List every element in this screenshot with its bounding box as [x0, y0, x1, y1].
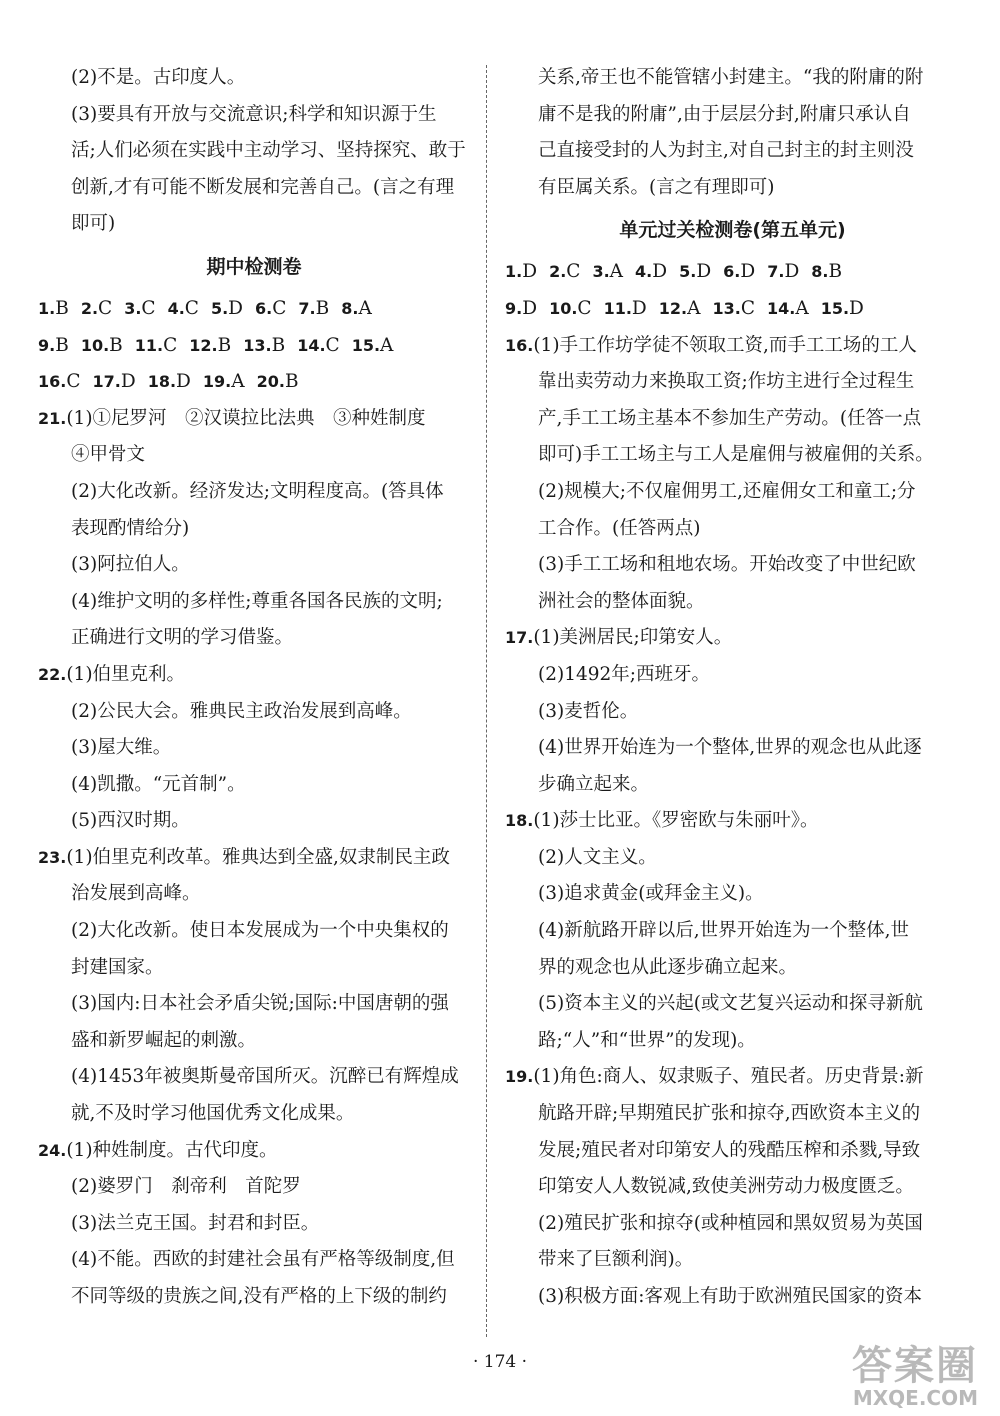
question-first-line: [505, 328, 960, 365]
question-first-line: [505, 620, 960, 657]
question-first-line: [38, 840, 470, 877]
mc-answer: [712, 291, 755, 328]
answer-letter: D: [849, 297, 864, 319]
answer-line: 带来了巨额利润)。: [538, 1249, 694, 1271]
text-line: 活;人们必须在实践中主动学习、坚持探究、敢于: [71, 140, 466, 162]
question-first-line: [505, 1059, 960, 1096]
question-number: 4.: [635, 262, 653, 282]
text-line: 关系,帝王也不能管辖小封建主。“我的附庸的附: [538, 67, 924, 88]
question-number: 23.: [38, 847, 67, 867]
answer-line: 封建国家。: [71, 956, 164, 978]
question-number: 3.: [592, 262, 610, 282]
answer-line: 不同等级的贵族之间,没有严格的上下级的制约: [71, 1286, 447, 1307]
question-number: 12.: [658, 298, 688, 318]
answer-line: (2)婆罗门 刹帝利 首陀罗: [71, 1176, 301, 1198]
question-number: 13.: [712, 298, 741, 318]
answer-line: 即可)手工工场主与工人是雇佣与被雇佣的关系。: [538, 444, 934, 466]
question-number: 17.: [92, 372, 121, 392]
question-number: 6.: [723, 262, 741, 282]
question-number: 14.: [297, 335, 326, 355]
page-number: · 174 ·: [472, 1352, 528, 1372]
mc-answer-row: [38, 328, 470, 365]
question-number: 7.: [767, 262, 785, 282]
text-line: 有臣属关系。(言之有理即可): [538, 176, 775, 198]
answer-line: 航路开辟;早期殖民扩张和掠夺,西欧资本主义的: [538, 1103, 921, 1125]
answer-line: 就,不及时学习他国优秀文化成果。: [71, 1103, 355, 1125]
answer-letter: D: [631, 297, 647, 319]
answer-line: (3)屋大维。: [71, 737, 172, 759]
answer-letter: C: [184, 297, 199, 319]
question-number: 2.: [80, 298, 99, 318]
mc-answer: [505, 254, 537, 291]
answer-letter: B: [217, 334, 232, 356]
mc-answer: [211, 291, 243, 328]
answer-letter: D: [522, 261, 538, 283]
question-number: 1.: [505, 262, 523, 282]
question-number: 10.: [80, 335, 110, 355]
answer-letter: B: [284, 371, 299, 393]
mc-answer: [723, 254, 755, 291]
answer-line: (3)国内:日本社会矛盾尖锐;国际:中国唐朝的强: [71, 993, 449, 1015]
mc-answer: [679, 254, 711, 291]
answer-letter: C: [272, 297, 287, 319]
answer-line: (5)西汉时期。: [71, 810, 190, 832]
answer-text: (1)手工作坊学徒不领取工资,而手工工场的工人: [533, 334, 917, 356]
answer-line: 洲社会的整体面貌。: [538, 590, 705, 612]
answer-line: (4)新航路开辟以后,世界开始连为一个整体,世: [538, 920, 909, 942]
mc-answer: [81, 328, 123, 365]
mc-answer: [38, 328, 69, 365]
mc-answer-row: [38, 291, 470, 328]
question-number: 16.: [38, 372, 67, 392]
text-line: 创新,才有可能不断发展和完善自己。(言之有理: [71, 176, 455, 198]
question-number: 4.: [167, 298, 185, 318]
answer-line: (2)大化改新。使日本发展成为一个中央集权的: [71, 920, 449, 942]
question-number: 1.: [38, 298, 56, 318]
answer-line: (2)大化改新。经济发达;文明程度高。(答具体: [71, 480, 444, 502]
mc-answer-row: [505, 291, 960, 328]
answer-line: 盛和新罗崛起的刺激。: [71, 1029, 257, 1051]
question-number: 7.: [298, 298, 316, 318]
mc-answer: [168, 291, 199, 328]
question-number: 9.: [38, 335, 56, 355]
answer-line: (4)1453年被奥斯曼帝国所灭。沉醉已有辉煌成: [71, 1066, 459, 1088]
left-column: [38, 60, 470, 1316]
question-number: 16.: [505, 335, 534, 355]
answer-letter: B: [828, 261, 843, 283]
question-number: 5.: [679, 262, 697, 282]
question-number: 24.: [38, 1140, 67, 1160]
question-first-line: [38, 401, 470, 438]
answer-letter: C: [566, 261, 581, 283]
mc-answer: [81, 291, 112, 328]
answer-line: (4)维护文明的多样性;尊重各国各民族的文明;: [71, 590, 443, 612]
answer-letter: C: [98, 297, 113, 319]
answer-letter: B: [109, 334, 123, 356]
question-number: 12.: [189, 335, 218, 355]
mc-answer: [243, 328, 285, 365]
section-title: 期中检测卷: [206, 255, 302, 278]
mc-answer: [203, 364, 245, 401]
mc-answer: [135, 328, 178, 365]
answer-text: (1)角色:商人、奴隶贩子、殖民者。历史背景:新: [533, 1066, 924, 1088]
answer-text: (1)伯里克利改革。雅典达到全盛,奴隶制民主政: [66, 846, 450, 868]
answer-line: 印第安人人数锐减,致使美洲劳动力极度匮乏。: [538, 1176, 914, 1198]
question-number: 8.: [341, 298, 359, 318]
answer-letter: A: [687, 297, 701, 319]
answer-letter: D: [522, 297, 538, 319]
question-number: 6.: [255, 298, 273, 318]
answer-line: 表现酌情给分): [71, 517, 190, 539]
answer-line: (4)不能。西欧的封建社会虽有严格等级制度,但: [71, 1249, 455, 1271]
answer-line: (2)规模大;不仅雇佣男工,还雇佣女工和童工;分: [538, 480, 916, 502]
text-line: (3)要具有开放与交流意识;科学和知识源于生: [71, 103, 437, 125]
answer-letter: C: [740, 297, 755, 319]
question-number: 14.: [766, 298, 796, 318]
answer-letter: D: [784, 261, 800, 283]
answer-line: (2)人文主义。: [538, 846, 657, 868]
mc-answer: [505, 291, 537, 328]
mc-answer: [821, 291, 864, 328]
answer-line: (2)1492年;西班牙。: [538, 663, 711, 685]
answer-line: (3)麦哲伦。: [538, 700, 639, 722]
watermark-text: 答案圈: [852, 1343, 978, 1389]
text-line: 庸不是我的附庸”,由于层层分封,附庸只承认自: [538, 103, 911, 125]
question-number: 9.: [505, 298, 523, 318]
answer-letter: A: [609, 261, 624, 283]
answer-letter: D: [652, 261, 668, 283]
answer-line: 产,手工工场主基本不参加生产劳动。(任答一点: [538, 407, 922, 429]
answer-line: 路;“人”和“世界”的发现)。: [538, 1029, 756, 1051]
answer-line: (3)手工工场和租地农场。开始改变了中世纪欧: [538, 554, 916, 576]
answer-letter: B: [55, 334, 69, 356]
question-number: 19.: [202, 372, 232, 392]
question-number: 18.: [147, 372, 177, 392]
answer-letter: D: [176, 371, 191, 393]
answer-letter: D: [120, 371, 136, 393]
section-title: 单元过关检测卷(第五单元): [619, 219, 846, 242]
answer-line: (5)资本主义的兴起(或文艺复兴运动和探寻新航: [538, 993, 923, 1015]
mc-answer: [124, 291, 155, 328]
answer-text: (1)种姓制度。古代印度。: [66, 1139, 278, 1161]
answer-line: 发展;殖民者对印第安人的残酷压榨和杀戮,导致: [538, 1139, 921, 1161]
mc-answer: [767, 254, 799, 291]
answer-letter: C: [163, 334, 178, 356]
answer-letter: C: [141, 297, 156, 319]
answer-letter: D: [228, 297, 244, 319]
answer-line: (2)殖民扩张和掠夺(或种植园和黑奴贸易为英国: [538, 1212, 923, 1234]
question-number: 2.: [549, 262, 567, 282]
answer-line: (3)追求黄金(或拜金主义)。: [538, 883, 764, 905]
mc-answer: [257, 364, 299, 401]
question-first-line: [38, 1133, 470, 1170]
answer-letter: C: [325, 334, 340, 356]
question-number: 20.: [256, 372, 285, 392]
mc-answer: [93, 364, 136, 401]
mc-answer: [148, 364, 191, 401]
answer-line: (4)世界开始连为一个整体,世界的观念也从此逐: [538, 737, 922, 759]
answer-line: (2)公民大会。雅典民主政治发展到高峰。: [71, 700, 412, 722]
mc-answer: [604, 291, 647, 328]
answer-letter: D: [740, 261, 756, 283]
answer-text: (1)①尼罗河 ②汉谟拉比法典 ③种姓制度: [66, 407, 426, 429]
answer-line: (3)积极方面:客观上有助于欧洲殖民国家的资本: [538, 1286, 922, 1307]
answer-text: (1)伯里克利。: [66, 663, 186, 685]
answer-line: 正确进行文明的学习借鉴。: [71, 627, 294, 649]
question-number: 22.: [38, 664, 67, 684]
question-number: 5.: [210, 298, 229, 318]
text-line: (2)不是。古印度人。: [71, 67, 246, 88]
answer-text: (1)莎士比亚。《罗密欧与朱丽叶》。: [533, 810, 819, 832]
answer-letter: A: [231, 371, 245, 393]
text-line: 即可): [71, 213, 116, 235]
answer-line: 靠出卖劳动力来换取工资;作坊主进行全过程生: [538, 371, 915, 393]
mc-answer: [298, 291, 329, 328]
question-first-line: [505, 803, 960, 840]
answer-line: 治发展到高峰。: [71, 883, 201, 905]
watermark-logo: [852, 1345, 978, 1409]
question-number: 18.: [505, 811, 534, 831]
answer-line: (3)阿拉伯人。: [71, 554, 190, 576]
watermark-url: MXQE.COM: [852, 1386, 978, 1410]
question-number: 11.: [603, 298, 632, 318]
mc-answer: [592, 254, 623, 291]
answer-letter: B: [271, 334, 286, 356]
mc-answer-row: [38, 364, 470, 401]
mc-answer: [255, 291, 286, 328]
mc-answer: [549, 254, 580, 291]
mc-answer-row: [505, 254, 960, 291]
answer-letter: B: [315, 297, 330, 319]
answer-line: 工合作。(任答两点): [538, 517, 701, 539]
answer-letter: D: [696, 261, 712, 283]
mc-answer: [352, 328, 394, 365]
answer-text: (1)美洲居民;印第安人。: [533, 627, 733, 649]
mc-answer: [341, 291, 372, 328]
question-number: 10.: [549, 298, 578, 318]
question-number: 13.: [243, 335, 272, 355]
right-column: [505, 60, 960, 1316]
mc-answer: [811, 254, 842, 291]
column-divider: [486, 65, 487, 1337]
answer-letter: A: [795, 297, 809, 319]
mc-answer: [38, 291, 69, 328]
question-number: 19.: [505, 1067, 534, 1087]
mc-answer: [38, 364, 81, 401]
answer-line: 步确立起来。: [538, 773, 650, 795]
question-number: 15.: [820, 298, 850, 318]
question-number: 15.: [351, 335, 381, 355]
answer-letter: C: [66, 371, 81, 393]
answer-line: ④甲骨文: [71, 444, 146, 466]
mc-answer: [549, 291, 592, 328]
text-line: 己直接受封的人为封主,对自己封主的封主则没: [538, 140, 914, 162]
mc-answer: [635, 254, 667, 291]
question-number: 17.: [505, 628, 534, 648]
answer-line: (3)法兰克王国。封君和封臣。: [71, 1212, 320, 1234]
mc-answer: [297, 328, 340, 365]
mc-answer: [767, 291, 809, 328]
mc-answer: [189, 328, 231, 365]
answer-line: (4)凯撒。“元首制”。: [71, 773, 246, 795]
answer-letter: A: [358, 297, 372, 319]
question-number: 21.: [38, 408, 67, 428]
answer-line: 界的观念也从此逐步确立起来。: [538, 956, 798, 978]
question-number: 11.: [134, 335, 164, 355]
answer-letter: B: [55, 297, 69, 319]
question-number: 8.: [811, 262, 829, 282]
mc-answer: [659, 291, 701, 328]
answer-letter: C: [577, 297, 592, 319]
question-first-line: [38, 657, 470, 694]
question-number: 3.: [124, 298, 142, 318]
answer-letter: A: [380, 334, 394, 356]
